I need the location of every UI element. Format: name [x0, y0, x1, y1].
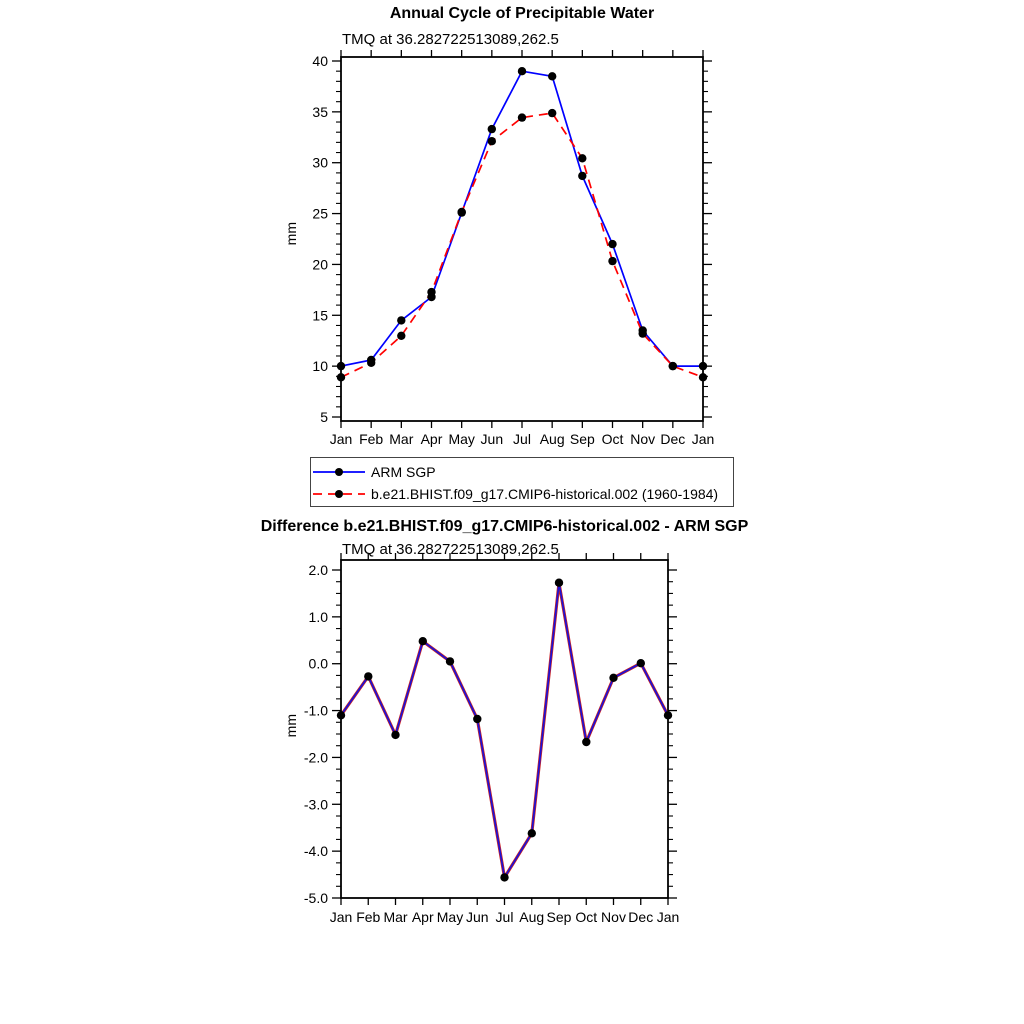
x-tick-label: Sep [569, 431, 595, 447]
series-line [341, 583, 668, 878]
data-point-marker [446, 657, 454, 665]
x-tick-label: Nov [630, 431, 656, 447]
data-point-marker [397, 316, 405, 324]
x-tick-label: Jul [495, 909, 514, 925]
x-tick-label: May [448, 431, 475, 447]
x-tick-label: Aug [519, 909, 545, 925]
x-tick-label: Oct [601, 431, 624, 447]
data-point-marker [337, 362, 345, 370]
x-tick-label: Jan [329, 431, 353, 447]
y-tick-label: 40 [312, 53, 328, 69]
y-tick-label: 15 [312, 307, 328, 324]
data-point-marker [699, 373, 707, 381]
y-tick-label: -2.0 [303, 749, 328, 766]
data-point-marker [578, 154, 586, 162]
data-point-marker [500, 873, 508, 881]
legend-sample-line-dashed-icon [312, 488, 366, 500]
bottom-chart-subtitle: TMQ at 36.282722513089,262.5 [342, 541, 559, 558]
data-point-marker [337, 373, 345, 381]
bottom-chart-plot [304, 553, 679, 925]
y-tick-label: 1.0 [308, 608, 328, 625]
x-tick-label: Jul [513, 431, 531, 447]
top-chart-plot [312, 50, 714, 447]
legend-label-arm-sgp: ARM SGP [371, 464, 436, 480]
y-tick-label: 0.0 [308, 655, 328, 672]
plot-box [341, 560, 668, 898]
data-point-marker [488, 125, 496, 133]
series-line-under [341, 583, 668, 878]
x-tick-label: Feb [356, 909, 381, 925]
data-point-marker [578, 172, 586, 180]
y-tick-label: 30 [312, 154, 328, 171]
y-tick-label: -1.0 [303, 702, 328, 719]
data-point-marker [337, 711, 345, 719]
data-point-marker [427, 288, 435, 296]
data-point-marker [364, 672, 372, 680]
legend-item-arm-sgp [312, 461, 733, 483]
data-point-marker [518, 67, 526, 75]
data-point-marker [669, 362, 677, 370]
data-point-marker [608, 240, 616, 248]
x-tick-label: Dec [628, 909, 654, 925]
legend-sample-line-solid-icon [312, 466, 366, 478]
x-tick-label: Nov [601, 909, 626, 925]
y-tick-label: 35 [312, 103, 328, 120]
x-tick-label: May [436, 909, 464, 925]
data-point-marker [637, 659, 645, 667]
top-chart-title: Annual Cycle of Precipitable Water [389, 5, 655, 22]
data-point-marker [528, 829, 536, 837]
y-tick-label: 2.0 [308, 562, 328, 578]
bottom-chart-title: Difference b.e21.BHIST.f09_g17.CMIP6-historical.002 - ARM SGP [260, 518, 749, 535]
x-tick-label: Sep [546, 909, 572, 925]
x-tick-label: Feb [359, 431, 384, 447]
x-tick-label: Dec [660, 431, 686, 447]
data-point-marker [582, 738, 590, 746]
x-tick-label: Jan [691, 431, 715, 447]
data-point-marker [518, 113, 526, 121]
y-tick-label: 10 [312, 358, 328, 375]
x-tick-label: Aug [539, 431, 565, 447]
y-tick-label: 25 [312, 205, 328, 222]
x-tick-label: Mar [389, 431, 414, 447]
axis-ticks [332, 553, 677, 905]
y-tick-label: 5 [320, 409, 328, 425]
x-tick-label: Oct [575, 909, 598, 925]
axis-ticks [332, 50, 712, 428]
y-tick-label: 20 [312, 256, 328, 273]
legend-item-model [312, 483, 733, 505]
data-point-marker [639, 329, 647, 337]
data-point-marker [419, 637, 427, 645]
legend-label-model: b.e21.BHIST.f09_g17.CMIP6-historical.002 (1960-1984) [371, 486, 719, 502]
data-point-marker [548, 109, 556, 117]
data-point-marker [367, 359, 375, 367]
data-point-marker [608, 257, 616, 265]
data-point-marker [488, 137, 496, 145]
x-tick-label: Jan [656, 909, 680, 925]
x-tick-label: Apr [411, 909, 434, 925]
data-point-marker [555, 579, 563, 587]
x-tick-label: Jun [465, 909, 489, 925]
data-point-marker [458, 208, 466, 216]
y-tick-label: -3.0 [303, 796, 328, 813]
x-tick-label: Jun [480, 431, 504, 447]
x-tick-label: Apr [420, 431, 443, 447]
data-point-marker [609, 674, 617, 682]
y-tick-label: -4.0 [303, 843, 328, 860]
x-tick-label: Jan [329, 909, 353, 925]
bottom-y-axis-title: mm [283, 714, 299, 738]
top-chart-subtitle: TMQ at 36.282722513089,262.5 [342, 31, 559, 48]
plot-box [341, 57, 703, 421]
data-point-marker [664, 711, 672, 719]
x-tick-label: Mar [383, 909, 408, 925]
data-point-marker [391, 731, 399, 739]
legend-box [310, 457, 734, 507]
data-point-marker [548, 72, 556, 80]
data-point-marker [699, 362, 707, 370]
data-point-marker [473, 715, 481, 723]
y-tick-label: -5.0 [303, 890, 328, 906]
top-y-axis-title: mm [283, 222, 299, 246]
data-point-marker [397, 332, 405, 340]
